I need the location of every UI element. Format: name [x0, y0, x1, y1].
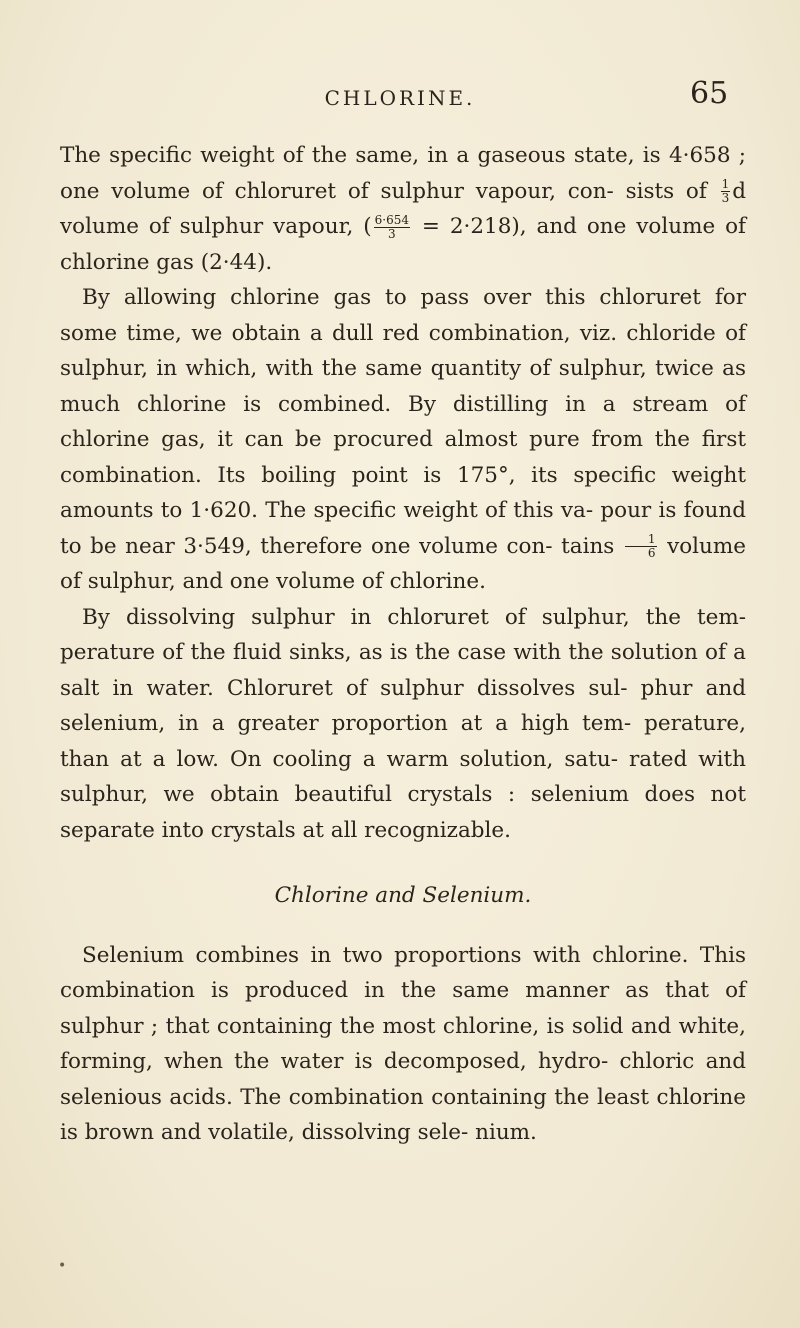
paragraph-specific-weight: [60, 138, 746, 280]
text-run: d volume of sulphur vapour, (: [60, 178, 746, 239]
fraction-one-sixth: [625, 533, 657, 560]
fraction-one-third: [721, 178, 731, 205]
text-run: = 2·218), and one volume of chlorine gas (2·44).: [60, 214, 747, 275]
paragraph-chloride-of-sulphur: [60, 280, 746, 600]
paragraph-selenium: Selenium combines in two proportions with chlorine. This combination is produced in the same manner as that of sulphur ; that containing the most chlorine, is solid and white, forming, when the water is decomposed, hydro- chloric and selenious acids. The combination containing the least chlorine is brown and volatile, dissolving sele- nium.: [60, 942, 746, 1145]
page-number: 65: [690, 76, 729, 111]
section-heading: Chlorine and Selenium.: [274, 883, 532, 908]
fraction-denominator: 6: [647, 546, 656, 560]
fraction-numerator: 1: [721, 177, 730, 191]
fraction-denominator: 3: [387, 226, 396, 241]
text-run: volume of sulphur, and one volume of chlorine.: [60, 533, 746, 594]
running-title: CHLORINE.: [324, 86, 476, 110]
paragraph-dissolving-sulphur: By dissolving sulphur in chloruret of sulphur, the tem- perature of the fluid sinks, as is the case with the solution of a salt in water. Chloruret of sulphur dissolves sul- phur and selenium, in a greater proportion at a high tem- perature, than at a low. On cooling a warm solution, satu- rated with sulphur, we obtain beautiful crystals : selenium does not separate into crystals at all recognizable.: [60, 604, 746, 843]
text-run: The specific weight of the same, in a gaseous state, is 4·658 ; one volume of chloruret of sulphur vapour, con- sists of: [60, 143, 746, 204]
text-run: By allowing chlorine gas to pass over this chloruret for some time, we obtain a dull red combination, viz. chloride of sulphur, in which, with the same quantity of sulphur, twice as much chlorine is combined. By distilling in a stream of chlorine gas, it can be procured almost pure from the first combination. Its boiling point is 175°, its specific weight amounts to 1·620. The specific weight of this va- pour is found to be near 3·549, therefore one volume con- tains: [60, 285, 746, 559]
fraction-numerator: 1: [625, 533, 657, 547]
fraction-denominator: 3: [721, 191, 730, 205]
fraction-numerator: 6·654: [374, 212, 409, 227]
body-text: [60, 138, 746, 1151]
margin-mark: •: [58, 1258, 67, 1274]
fraction-vapour-calc: [374, 214, 410, 241]
